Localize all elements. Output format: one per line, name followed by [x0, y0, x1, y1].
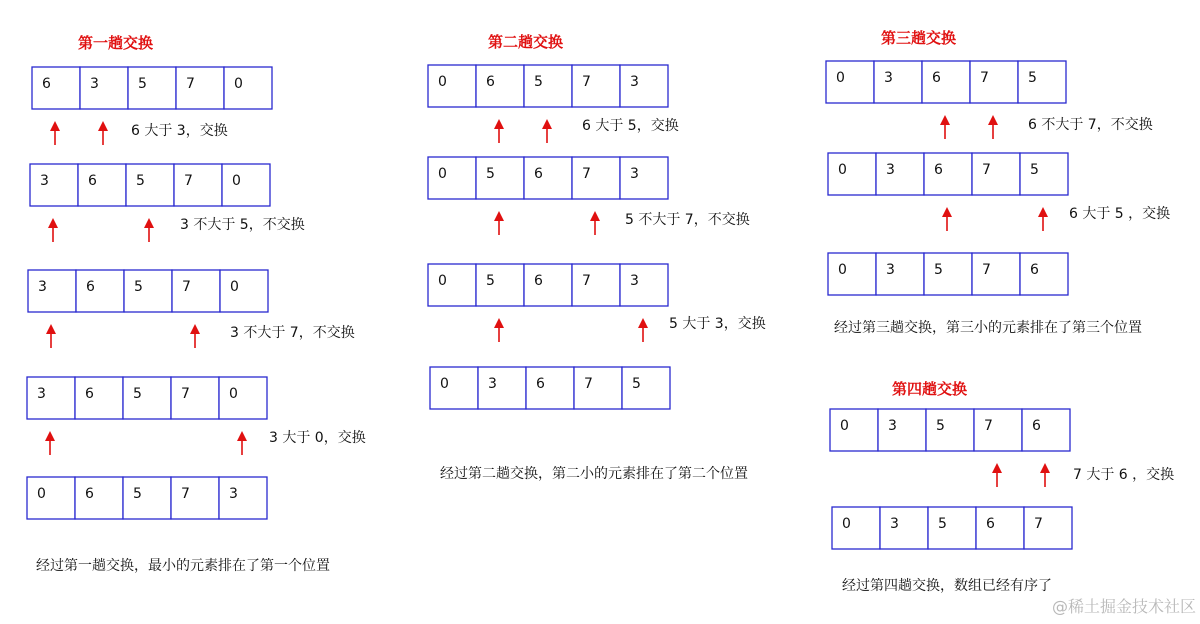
arrow-head — [1038, 207, 1048, 217]
pointer-arrow-icon — [48, 218, 58, 242]
array-cell — [27, 477, 75, 519]
cell-value: 0 — [838, 162, 847, 178]
pass-group-4 — [830, 380, 1174, 594]
cell-value: 3 — [488, 376, 497, 392]
cell-value: 3 — [37, 386, 46, 402]
array-cell — [620, 65, 668, 107]
cell-value: 3 — [229, 486, 238, 502]
pointer-arrow-icon — [988, 115, 998, 139]
arrow-head — [190, 324, 200, 334]
pointer-arrow-icon — [237, 431, 247, 455]
cell-value: 0 — [37, 486, 46, 502]
array-cell — [476, 157, 524, 199]
array-cell — [123, 477, 171, 519]
array-cell — [478, 367, 526, 409]
comparison-note: 5 大于 3，交换 — [669, 316, 766, 332]
pass-title: 第四趟交换 — [892, 380, 968, 398]
arrow-head — [940, 115, 950, 125]
comparison-note: 5 不大于 7，不交换 — [625, 212, 750, 228]
cell-value: 6 — [536, 376, 545, 392]
pass-group-3 — [826, 29, 1170, 336]
cell-value: 7 — [1034, 516, 1043, 532]
cell-value: 6 — [986, 516, 995, 532]
cell-value: 6 — [42, 76, 51, 92]
cell-value: 7 — [181, 386, 190, 402]
array-cell — [428, 65, 476, 107]
array-cell — [123, 377, 171, 419]
pointer-arrow-icon — [942, 207, 952, 231]
pass-group-2 — [428, 33, 766, 482]
cell-value: 5 — [134, 279, 143, 295]
cell-value: 6 — [534, 273, 543, 289]
cell-value: 5 — [934, 262, 943, 278]
array-cell — [78, 164, 126, 206]
array-row — [27, 477, 267, 519]
cell-value: 6 — [934, 162, 943, 178]
array-cell — [476, 65, 524, 107]
pointer-arrow-icon — [144, 218, 154, 242]
array-cell — [830, 409, 878, 451]
pointer-arrow-icon — [1038, 207, 1048, 231]
array-cell — [832, 507, 880, 549]
pointer-arrow-icon — [1040, 463, 1050, 487]
cell-value: 7 — [980, 70, 989, 86]
cell-value: 6 — [486, 74, 495, 90]
array-cell — [828, 153, 876, 195]
comparison-note: 3 大于 0，交换 — [269, 430, 366, 446]
cell-value: 5 — [1028, 70, 1037, 86]
arrow-head — [98, 121, 108, 131]
array-cell — [620, 264, 668, 306]
cell-value: 7 — [984, 418, 993, 434]
cell-value: 0 — [438, 74, 447, 90]
array-cell — [171, 377, 219, 419]
array-cell — [572, 157, 620, 199]
pointer-arrow-icon — [45, 431, 55, 455]
arrow-head — [542, 119, 552, 129]
array-cell — [828, 253, 876, 295]
cell-value: 3 — [90, 76, 99, 92]
cell-value: 6 — [534, 166, 543, 182]
array-cell — [526, 367, 574, 409]
array-cell — [176, 67, 224, 109]
array-cell — [928, 507, 976, 549]
comparison-note: 6 大于 5，交换 — [582, 118, 679, 134]
arrow-head — [144, 218, 154, 228]
cell-value: 3 — [888, 418, 897, 434]
cell-value: 7 — [982, 262, 991, 278]
cell-value: 7 — [184, 173, 193, 189]
arrow-head — [46, 324, 56, 334]
arrow-head — [45, 431, 55, 441]
cell-value: 3 — [38, 279, 47, 295]
array-cell — [876, 253, 924, 295]
array-cell — [976, 507, 1024, 549]
cell-value: 0 — [440, 376, 449, 392]
cell-value: 0 — [230, 279, 239, 295]
array-cell — [1020, 153, 1068, 195]
pointer-arrow-icon — [494, 119, 504, 143]
pass-summary: 经过第三趟交换，第三小的元素排在了第三个位置 — [834, 320, 1142, 336]
cell-value: 5 — [534, 74, 543, 90]
array-cell — [970, 61, 1018, 103]
cell-value: 3 — [630, 74, 639, 90]
pointer-arrow-icon — [494, 211, 504, 235]
arrow-head — [942, 207, 952, 217]
cell-value: 7 — [582, 74, 591, 90]
cell-value: 6 — [1032, 418, 1041, 434]
pointer-arrow-icon — [46, 324, 56, 348]
array-cell — [972, 253, 1020, 295]
array-cell — [972, 153, 1020, 195]
array-cell — [428, 264, 476, 306]
array-cell — [826, 61, 874, 103]
array-cell — [1024, 507, 1072, 549]
cell-value: 7 — [582, 166, 591, 182]
array-cell — [174, 164, 222, 206]
arrow-head — [237, 431, 247, 441]
cell-value: 5 — [486, 166, 495, 182]
pointer-arrow-icon — [50, 121, 60, 145]
cell-value: 3 — [630, 166, 639, 182]
array-cell — [1018, 61, 1066, 103]
array-cell — [574, 367, 622, 409]
cell-value: 6 — [932, 70, 941, 86]
watermark: @稀土掘金技术社区 — [1051, 597, 1196, 616]
cell-value: 6 — [86, 279, 95, 295]
array-cell — [75, 477, 123, 519]
comparison-note: 6 大于 3，交换 — [131, 123, 228, 139]
arrow-head — [992, 463, 1002, 473]
array-cell — [430, 367, 478, 409]
pointer-arrow-icon — [542, 119, 552, 143]
cell-value: 5 — [936, 418, 945, 434]
array-row — [828, 253, 1068, 295]
array-cell — [124, 270, 172, 312]
array-cell — [524, 157, 572, 199]
array-cell — [30, 164, 78, 206]
array-row — [428, 264, 668, 342]
pointer-arrow-icon — [494, 318, 504, 342]
cell-value: 0 — [438, 166, 447, 182]
arrow-head — [638, 318, 648, 328]
pass-title: 第二趟交换 — [488, 33, 564, 51]
cell-value: 5 — [632, 376, 641, 392]
array-cell — [922, 61, 970, 103]
cell-value: 0 — [838, 262, 847, 278]
pointer-arrow-icon — [992, 463, 1002, 487]
cell-value: 0 — [842, 516, 851, 532]
array-cell — [1020, 253, 1068, 295]
array-cell — [476, 264, 524, 306]
cell-value: 5 — [133, 386, 142, 402]
pass-title: 第一趟交换 — [78, 34, 154, 52]
comparison-note: 7 大于 6 ，交换 — [1073, 467, 1175, 483]
pointer-arrow-icon — [638, 318, 648, 342]
cell-value: 3 — [40, 173, 49, 189]
array-cell — [171, 477, 219, 519]
array-cell — [128, 67, 176, 109]
array-cell — [876, 153, 924, 195]
array-row — [828, 153, 1068, 231]
cell-value: 6 — [88, 173, 97, 189]
comparison-note: 3 不大于 5，不交换 — [180, 217, 305, 233]
array-cell — [926, 409, 974, 451]
array-cell — [28, 270, 76, 312]
array-cell — [1022, 409, 1070, 451]
pointer-arrow-icon — [190, 324, 200, 348]
array-cell — [224, 67, 272, 109]
pass-summary: 经过第四趟交换，数组已经有序了 — [842, 578, 1052, 594]
array-row — [430, 367, 670, 409]
arrow-head — [50, 121, 60, 131]
comparison-note: 6 大于 5 ，交换 — [1069, 206, 1171, 222]
arrow-head — [494, 211, 504, 221]
arrow-head — [988, 115, 998, 125]
pointer-arrow-icon — [590, 211, 600, 235]
cell-value: 7 — [181, 486, 190, 502]
array-cell — [76, 270, 124, 312]
array-row — [832, 507, 1072, 549]
cell-value: 3 — [890, 516, 899, 532]
cell-value: 7 — [584, 376, 593, 392]
array-cell — [220, 270, 268, 312]
pass-summary: 经过第一趟交换，最小的元素排在了第一个位置 — [36, 558, 330, 574]
array-row — [27, 377, 267, 455]
cell-value: 5 — [486, 273, 495, 289]
cell-value: 6 — [85, 486, 94, 502]
cell-value: 3 — [886, 262, 895, 278]
array-row — [830, 409, 1070, 487]
array-cell — [622, 367, 670, 409]
array-cell — [428, 157, 476, 199]
cell-value: 5 — [136, 173, 145, 189]
pointer-arrow-icon — [940, 115, 950, 139]
array-cell — [924, 153, 972, 195]
cell-value: 5 — [1030, 162, 1039, 178]
arrow-head — [494, 119, 504, 129]
cell-value: 6 — [85, 386, 94, 402]
array-cell — [878, 409, 926, 451]
array-cell — [880, 507, 928, 549]
arrow-head — [48, 218, 58, 228]
comparison-note: 3 不大于 7，不交换 — [230, 325, 355, 341]
array-cell — [874, 61, 922, 103]
arrow-head — [1040, 463, 1050, 473]
array-cell — [524, 65, 572, 107]
array-cell — [219, 477, 267, 519]
cell-value: 0 — [229, 386, 238, 402]
comparison-note: 6 不大于 7，不交换 — [1028, 117, 1153, 133]
cell-value: 7 — [982, 162, 991, 178]
cell-value: 7 — [582, 273, 591, 289]
pointer-arrow-icon — [98, 121, 108, 145]
array-cell — [572, 264, 620, 306]
cell-value: 3 — [886, 162, 895, 178]
cell-value: 6 — [1030, 262, 1039, 278]
array-cell — [524, 264, 572, 306]
pass-group-1 — [27, 34, 366, 574]
cell-value: 7 — [182, 279, 191, 295]
cell-value: 5 — [133, 486, 142, 502]
array-cell — [126, 164, 174, 206]
array-cell — [75, 377, 123, 419]
cell-value: 0 — [234, 76, 243, 92]
cell-value: 3 — [884, 70, 893, 86]
array-cell — [974, 409, 1022, 451]
arrow-head — [590, 211, 600, 221]
array-cell — [27, 377, 75, 419]
array-cell — [222, 164, 270, 206]
pass-summary: 经过第二趟交换，第二小的元素排在了第二个位置 — [440, 466, 748, 482]
cell-value: 7 — [186, 76, 195, 92]
cell-value: 5 — [138, 76, 147, 92]
cell-value: 3 — [630, 273, 639, 289]
array-cell — [219, 377, 267, 419]
array-cell — [620, 157, 668, 199]
cell-value: 0 — [840, 418, 849, 434]
cell-value: 5 — [938, 516, 947, 532]
cell-value: 0 — [232, 173, 241, 189]
array-cell — [32, 67, 80, 109]
arrow-head — [494, 318, 504, 328]
array-cell — [924, 253, 972, 295]
array-cell — [572, 65, 620, 107]
cell-value: 0 — [836, 70, 845, 86]
array-cell — [80, 67, 128, 109]
array-cell — [172, 270, 220, 312]
cell-value: 0 — [438, 273, 447, 289]
pass-title: 第三趟交换 — [881, 29, 957, 47]
